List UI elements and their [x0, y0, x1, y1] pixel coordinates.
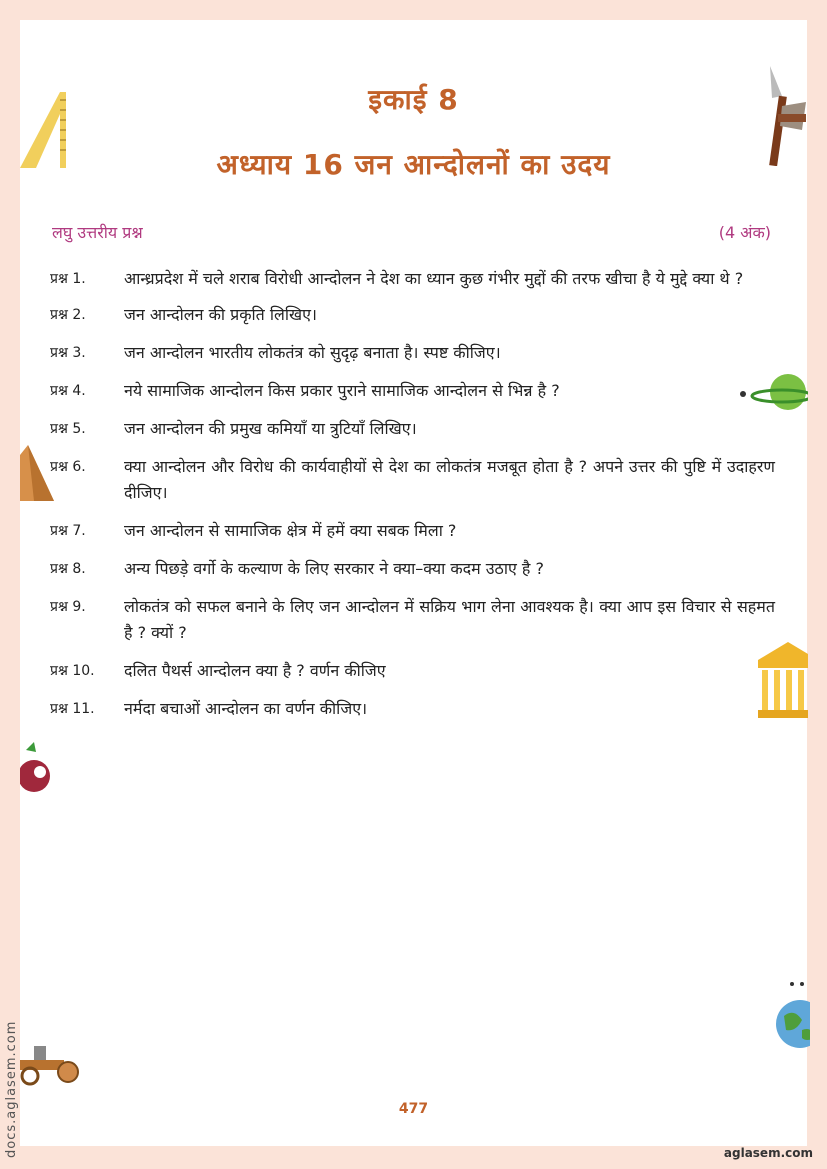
- question-item: [50, 556, 775, 582]
- marks-label: (4 अंक): [718, 223, 771, 242]
- question-text: क्या आन्दोलन और विरोध की कार्यवाहीयों से देश का लोकतंत्र मजबूत होता है ? अपने उत्तर की पुष्टि में उदाहरण दीजिए।: [124, 457, 775, 502]
- question-text: लोकतंत्र को सफल बनाने के लिए जन आन्दोलन में सक्रिय भाग लेना आवश्यक है। क्या आप इस विचार से सहमत है ? क्यों ?: [124, 597, 775, 642]
- unit-title: इकाई 8: [368, 83, 459, 116]
- question-item: [50, 518, 775, 544]
- question-number: प्रश्न 2.: [50, 307, 86, 323]
- question-number: प्रश्न 9.: [50, 599, 86, 615]
- question-text: नर्मदा बचाओं आन्दोलन का वर्णन कीजिए।: [124, 699, 368, 718]
- question-number: प्रश्न 1.: [50, 271, 86, 287]
- question-item: [50, 378, 775, 404]
- question-item: [50, 696, 775, 722]
- question-number: प्रश्न 11.: [50, 701, 95, 717]
- question-item: [50, 454, 775, 506]
- question-text: नये सामाजिक आन्दोलन किस प्रकार पुराने सामाजिक आन्दोलन से भिन्न है ?: [124, 381, 560, 400]
- question-text: जन आन्दोलन भारतीय लोकतंत्र को सुदृढ़ बनाता है। स्पष्ट कीजिए।: [124, 343, 501, 362]
- question-number: प्रश्न 4.: [50, 383, 86, 399]
- site-label: aglasem.com: [723, 1146, 813, 1160]
- side-watermark: docs.aglasem.com: [4, 1020, 19, 1158]
- question-item: [50, 302, 775, 328]
- question-list: [50, 266, 775, 722]
- question-number: प्रश्न 8.: [50, 561, 86, 577]
- question-text: जन आन्दोलन से सामाजिक क्षेत्र में हमें क्या सबक मिला ?: [124, 521, 457, 540]
- question-text: जन आन्दोलन की प्रकृति लिखिए।: [124, 305, 317, 324]
- globe-icon: [772, 980, 810, 1052]
- question-text: जन आन्दोलन की प्रमुख कमियाँ या त्रुटियाँ लिखिए।: [124, 419, 417, 438]
- question-number: प्रश्न 7.: [50, 523, 86, 539]
- section-label: लघु उत्तरीय प्रश्न: [52, 223, 143, 242]
- question-number: प्रश्न 10.: [50, 663, 95, 679]
- chapter-title: अध्याय 16 जन आन्दोलनों का उदय: [216, 148, 611, 181]
- question-item: [50, 658, 775, 684]
- cart-icon: [20, 1040, 82, 1088]
- question-text: अन्य पिछड़े वर्गो के कल्याण के लिए सरकार ने क्या–क्या कदम उठाए है ?: [124, 559, 544, 578]
- question-item: [50, 416, 775, 442]
- question-number: प्रश्न 5.: [50, 421, 86, 437]
- question-number: प्रश्न 6.: [50, 459, 86, 475]
- question-item: [50, 594, 775, 646]
- question-text: आन्ध्रप्रदेश में चले शराब विरोधी आन्दोलन ने देश का ध्यान कुछ गंभीर मुद्दों की तरफ खीचा है ये मुद्दे क्या थे ?: [124, 269, 744, 288]
- page-number: 477: [398, 1101, 429, 1117]
- question-item: [50, 266, 775, 292]
- question-number: प्रश्न 3.: [50, 345, 86, 361]
- apple-icon: [20, 742, 54, 804]
- pyramid-icon: [20, 445, 54, 501]
- question-text: दलित पैथर्स आन्दोलन क्या है ? वर्णन कीजिए: [124, 661, 386, 680]
- question-item: [50, 340, 775, 366]
